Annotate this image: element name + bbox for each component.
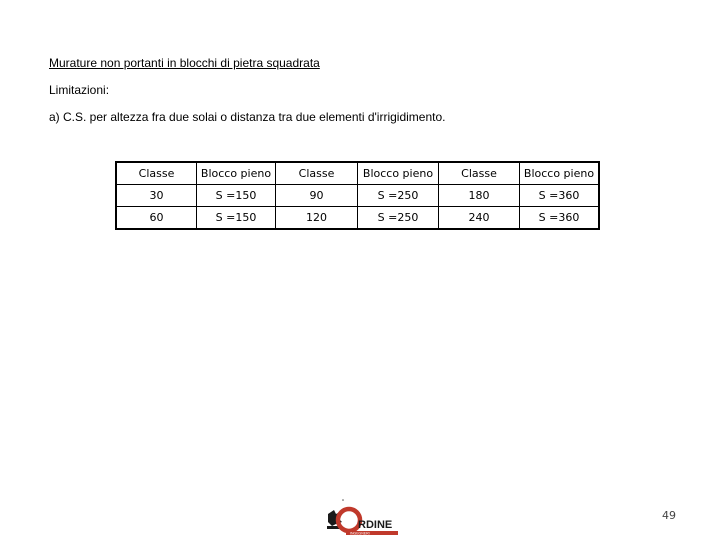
table-cell: Classe [439,162,520,185]
table-cell: S =250 [358,207,439,230]
table-row [116,185,599,207]
table-cell: 180 [439,185,520,207]
logo-subtext: INGEGNERI [350,531,370,536]
table-cell: Classe [276,162,358,185]
limits-table [115,161,600,230]
table-cell: S =360 [520,207,600,230]
table-header-row [116,162,599,185]
logo-wordmark: RDINE [358,519,393,531]
table-cell: 240 [439,207,520,230]
table-cell: 30 [116,185,197,207]
table-cell: S =150 [197,207,276,230]
limitation-item-a: a) C.S. per altezza fra due solai o distanza tra due elementi d'irrigidimento. [49,110,446,124]
table-cell: 120 [276,207,358,230]
table-cell: Blocco pieno [520,162,600,185]
table-cell: 60 [116,207,197,230]
table-cell: S =250 [358,185,439,207]
table-cell: Classe [116,162,197,185]
ordine-logo [322,496,400,538]
section-heading: Limitazioni: [49,83,110,97]
table-cell: Blocco pieno [358,162,439,185]
table-cell: Blocco pieno [197,162,276,185]
table-cell: S =360 [520,185,600,207]
page-title: Murature non portanti in blocchi di pietra squadrata [49,56,320,70]
table-row [116,207,599,230]
page-number: 49 [662,509,676,522]
table-cell: 90 [276,185,358,207]
table-cell: S =150 [197,185,276,207]
